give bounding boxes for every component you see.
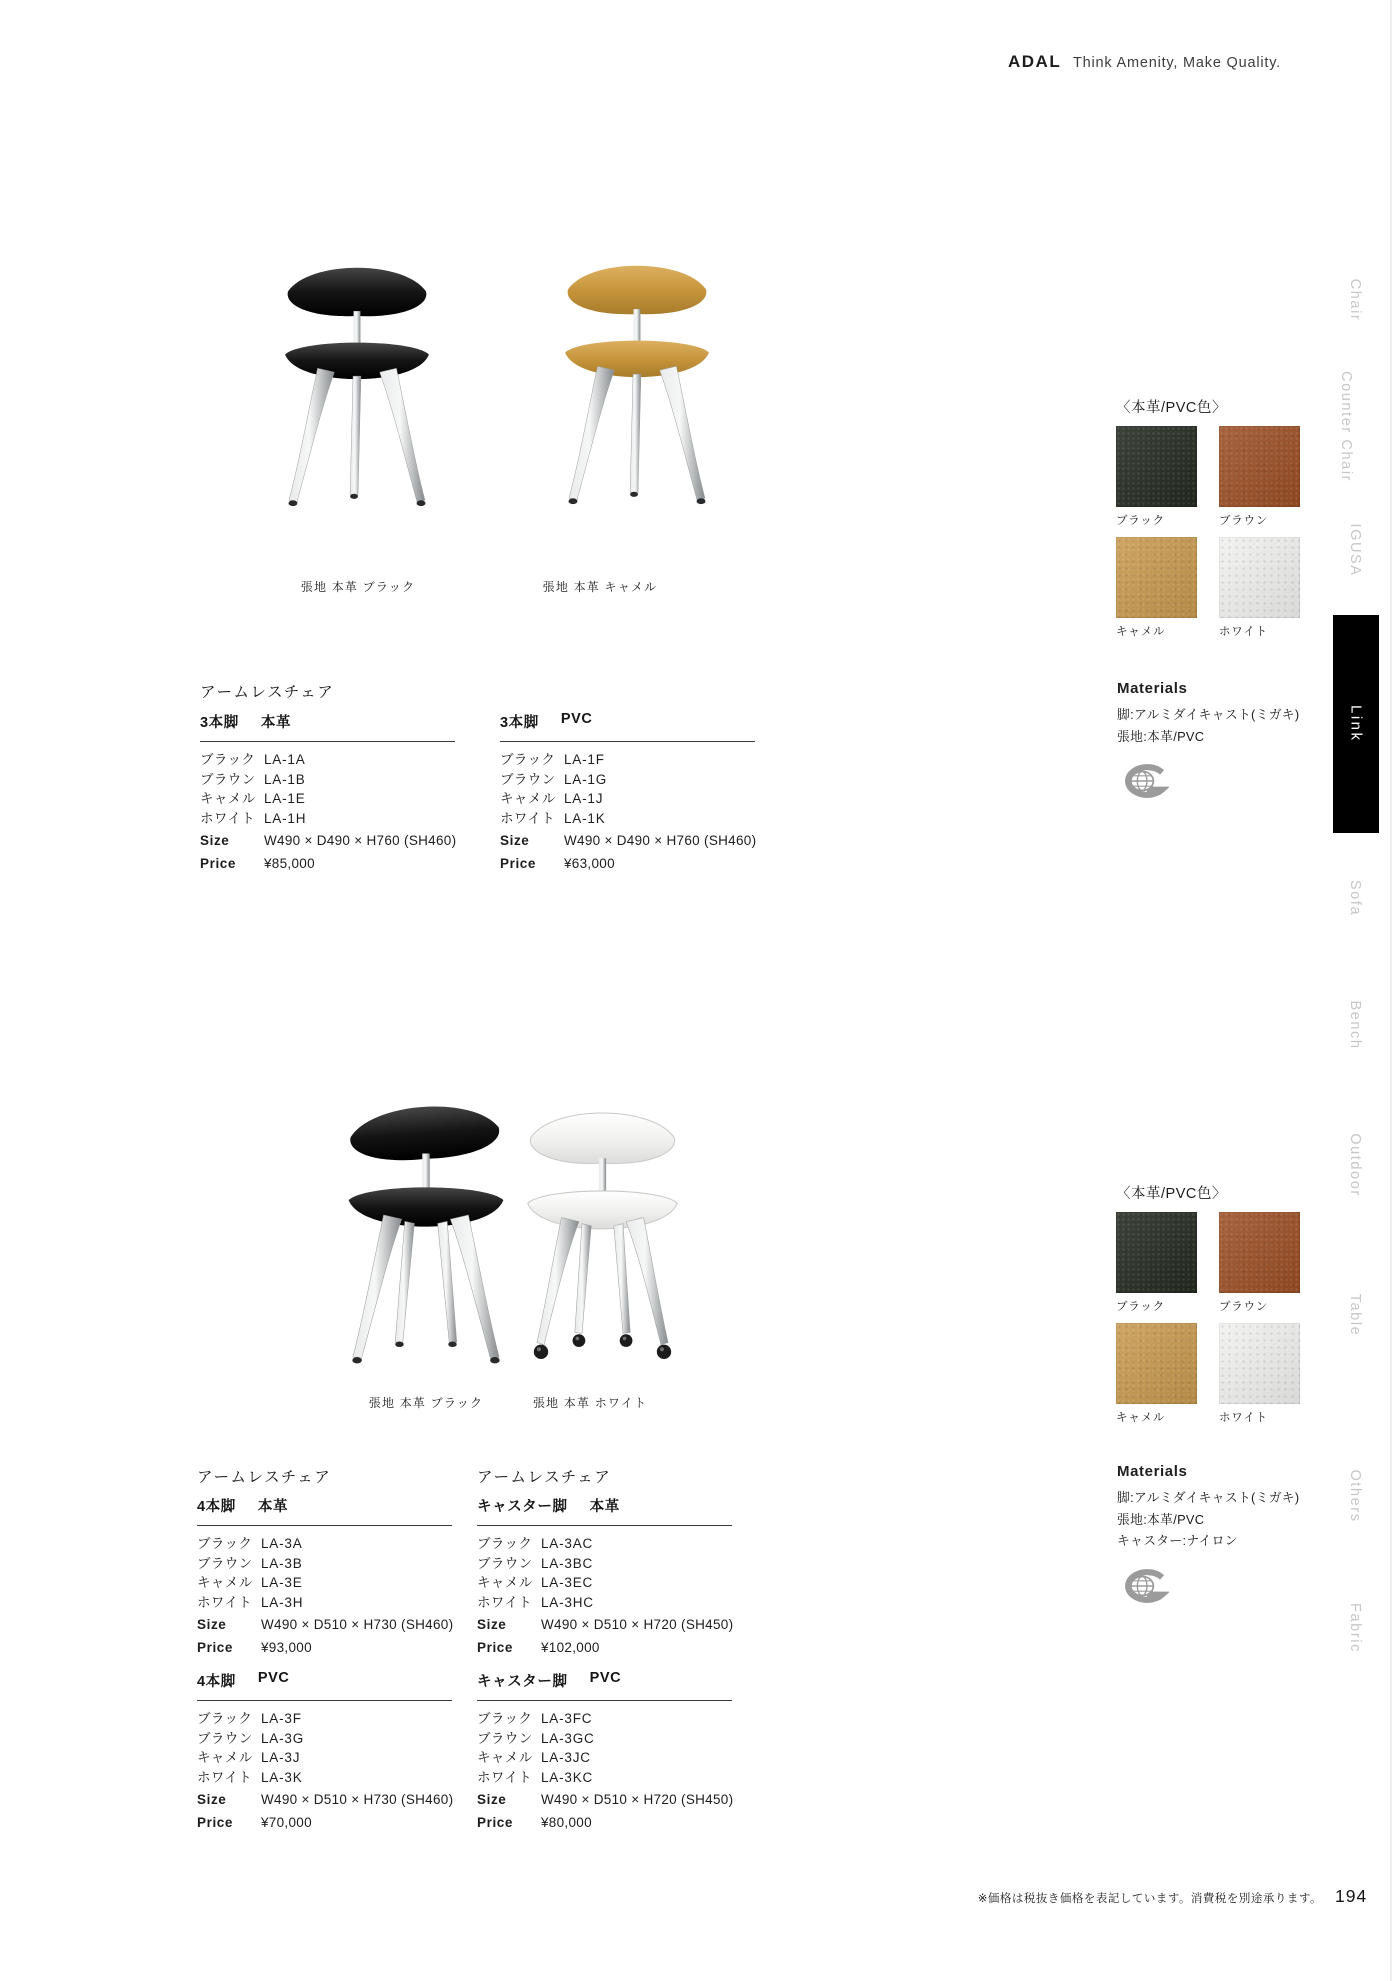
color-code-row: ブラウン LA-1G [500, 771, 608, 787]
price-row: Price ¥102,000 [477, 1639, 600, 1655]
page-edge-line [1390, 0, 1392, 1981]
photo-caption: 張地 本革 ブラック [300, 580, 416, 594]
swatch-white: ホワイト [1219, 537, 1300, 639]
swatch-chip-white [1219, 537, 1300, 618]
swatch-chip-camel [1116, 1323, 1197, 1404]
swatch-chip-white [1219, 1323, 1300, 1404]
color-code-row: ブラウン LA-3B [197, 1555, 303, 1571]
color-code-row: ブラック LA-3AC [477, 1536, 594, 1551]
color-swatch-palette [1116, 1182, 1316, 1425]
swatch-chip-brown [1219, 426, 1300, 507]
swatch-black: ブラック [1116, 426, 1197, 528]
swatch-chip-black [1116, 426, 1197, 507]
swatch-chip-camel [1116, 537, 1197, 618]
size-row: Size W490 × D510 × H720 (SH450) [477, 1617, 734, 1632]
color-code-row: ブラック LA-3F [197, 1711, 302, 1726]
color-code-row: ブラック LA-1A [200, 752, 306, 767]
block-heading: 4本脚 本革 [197, 1495, 452, 1526]
product-block-4leg-pvc [197, 1670, 452, 1832]
sidebar-item-others[interactable]: Others [1347, 1469, 1363, 1523]
block-heading: 3本脚 本革 [200, 711, 455, 742]
block-heading: キャスター脚 本革 [477, 1495, 732, 1526]
color-code-row: ホワイト LA-3HC [477, 1594, 594, 1610]
brand-logo-text: ADAL [1008, 52, 1062, 71]
color-code-row: ホワイト LA-3H [197, 1594, 304, 1610]
materials-block: Materials 脚:アルミダイキャスト(ミガキ) 張地:本革/PVC [1117, 680, 1347, 798]
block-heading: 4本脚 PVC [197, 1670, 452, 1701]
sidebar-item-sofa[interactable]: Sofa [1347, 879, 1363, 917]
chair-photo-3leg-camel [538, 250, 736, 516]
sidebar-item-fabric[interactable]: Fabric [1347, 1603, 1363, 1653]
color-code-row: ホワイト LA-1K [500, 810, 606, 826]
materials-block: Materials 脚:アルミダイキャスト(ミガキ) 張地:本革/PVC キャスター:ナイロン [1117, 1463, 1347, 1603]
color-code-row: ホワイト LA-1H [200, 810, 307, 826]
swatch-chip-brown [1219, 1212, 1300, 1293]
size-row: Size W490 × D510 × H730 (SH460) [197, 1792, 454, 1807]
product-block-caster-leather [477, 1495, 732, 1657]
product-block-3leg-pvc [500, 711, 755, 873]
photo-caption: 張地 本革 キャメル [542, 580, 658, 594]
price-row: Price ¥93,000 [197, 1639, 312, 1655]
sidebar-item-outdoor[interactable]: Outdoor [1347, 1133, 1363, 1197]
size-row: Size W490 × D490 × H760 (SH460) [200, 833, 457, 848]
section-title: アームレスチェア [477, 1469, 612, 1486]
color-code-row: キャメル LA-3E [197, 1575, 303, 1590]
size-row: Size W490 × D490 × H760 (SH460) [500, 833, 757, 848]
color-code-row: ホワイト LA-3KC [477, 1769, 594, 1785]
color-code-row: ホワイト LA-3K [197, 1769, 303, 1785]
sidebar-item-link-label: Link [1347, 705, 1365, 743]
color-code-row: キャメル LA-3JC [477, 1750, 591, 1765]
photo-caption: 張地 本革 ブラック [368, 1396, 484, 1410]
swatch-camel: キャメル [1116, 537, 1197, 639]
color-code-row: ブラック LA-1F [500, 752, 605, 767]
color-code-row: キャメル LA-1E [200, 791, 306, 806]
price-row: Price ¥85,000 [200, 855, 315, 871]
globe-g-logo [1117, 764, 1169, 798]
color-code-row: ブラウン LA-1B [200, 771, 306, 787]
page-number: 194 [1335, 1886, 1368, 1906]
color-code-row: ブラウン LA-3GC [477, 1730, 595, 1746]
price-row: Price ¥63,000 [500, 855, 615, 871]
swatch-brown: ブラウン [1219, 1212, 1300, 1314]
size-row: Size W490 × D510 × H730 (SH460) [197, 1617, 454, 1632]
section-title: アームレスチェア [200, 684, 335, 701]
swatch-black: ブラック [1116, 1212, 1197, 1314]
photo-caption: 張地 本革 ホワイト [532, 1396, 648, 1410]
block-heading: 3本脚 PVC [500, 711, 755, 742]
section-title: アームレスチェア [197, 1469, 332, 1486]
globe-g-logo [1117, 1569, 1169, 1603]
product-block-caster-pvc [477, 1670, 732, 1832]
brand-tagline: Think Amenity, Make Quality. [1073, 55, 1282, 71]
chair-photo-caster-white [500, 1085, 705, 1385]
color-code-row: キャメル LA-1J [500, 791, 604, 806]
sidebar-item-chair[interactable]: Chair [1347, 278, 1363, 322]
product-block-4leg-leather [197, 1495, 452, 1657]
sidebar-item-counter-chair[interactable]: Counter Chair [1338, 371, 1354, 483]
price-disclaimer: ※価格は税抜き価格を表記しています。消費税を別途承ります。 [977, 1893, 1322, 1905]
price-row: Price ¥80,000 [477, 1814, 592, 1830]
color-code-row: ブラック LA-3FC [477, 1711, 593, 1726]
color-code-row: キャメル LA-3EC [477, 1575, 594, 1590]
sidebar-item-igusa[interactable]: IGUSA [1347, 523, 1363, 577]
color-code-row: キャメル LA-3J [197, 1750, 301, 1765]
swatch-brown: ブラウン [1219, 426, 1300, 528]
color-swatch-palette [1116, 396, 1316, 639]
palette-title: 〈本革/PVC色〉 [1116, 1186, 1227, 1202]
color-code-row: ブラウン LA-3BC [477, 1555, 594, 1571]
block-heading: キャスター脚 PVC [477, 1670, 732, 1701]
swatch-white: ホワイト [1219, 1323, 1300, 1425]
color-code-row: ブラック LA-3A [197, 1536, 303, 1551]
swatch-chip-black [1116, 1212, 1197, 1293]
product-block-3leg-leather [200, 711, 455, 873]
sidebar-item-table[interactable]: Table [1347, 1293, 1363, 1337]
sidebar-item-bench[interactable]: Bench [1347, 1000, 1363, 1050]
palette-title: 〈本革/PVC色〉 [1116, 400, 1227, 416]
swatch-camel: キャメル [1116, 1323, 1197, 1425]
price-row: Price ¥70,000 [197, 1814, 312, 1830]
size-row: Size W490 × D510 × H720 (SH450) [477, 1792, 734, 1807]
chair-photo-3leg-black [258, 252, 456, 518]
color-code-row: ブラウン LA-3G [197, 1730, 305, 1746]
